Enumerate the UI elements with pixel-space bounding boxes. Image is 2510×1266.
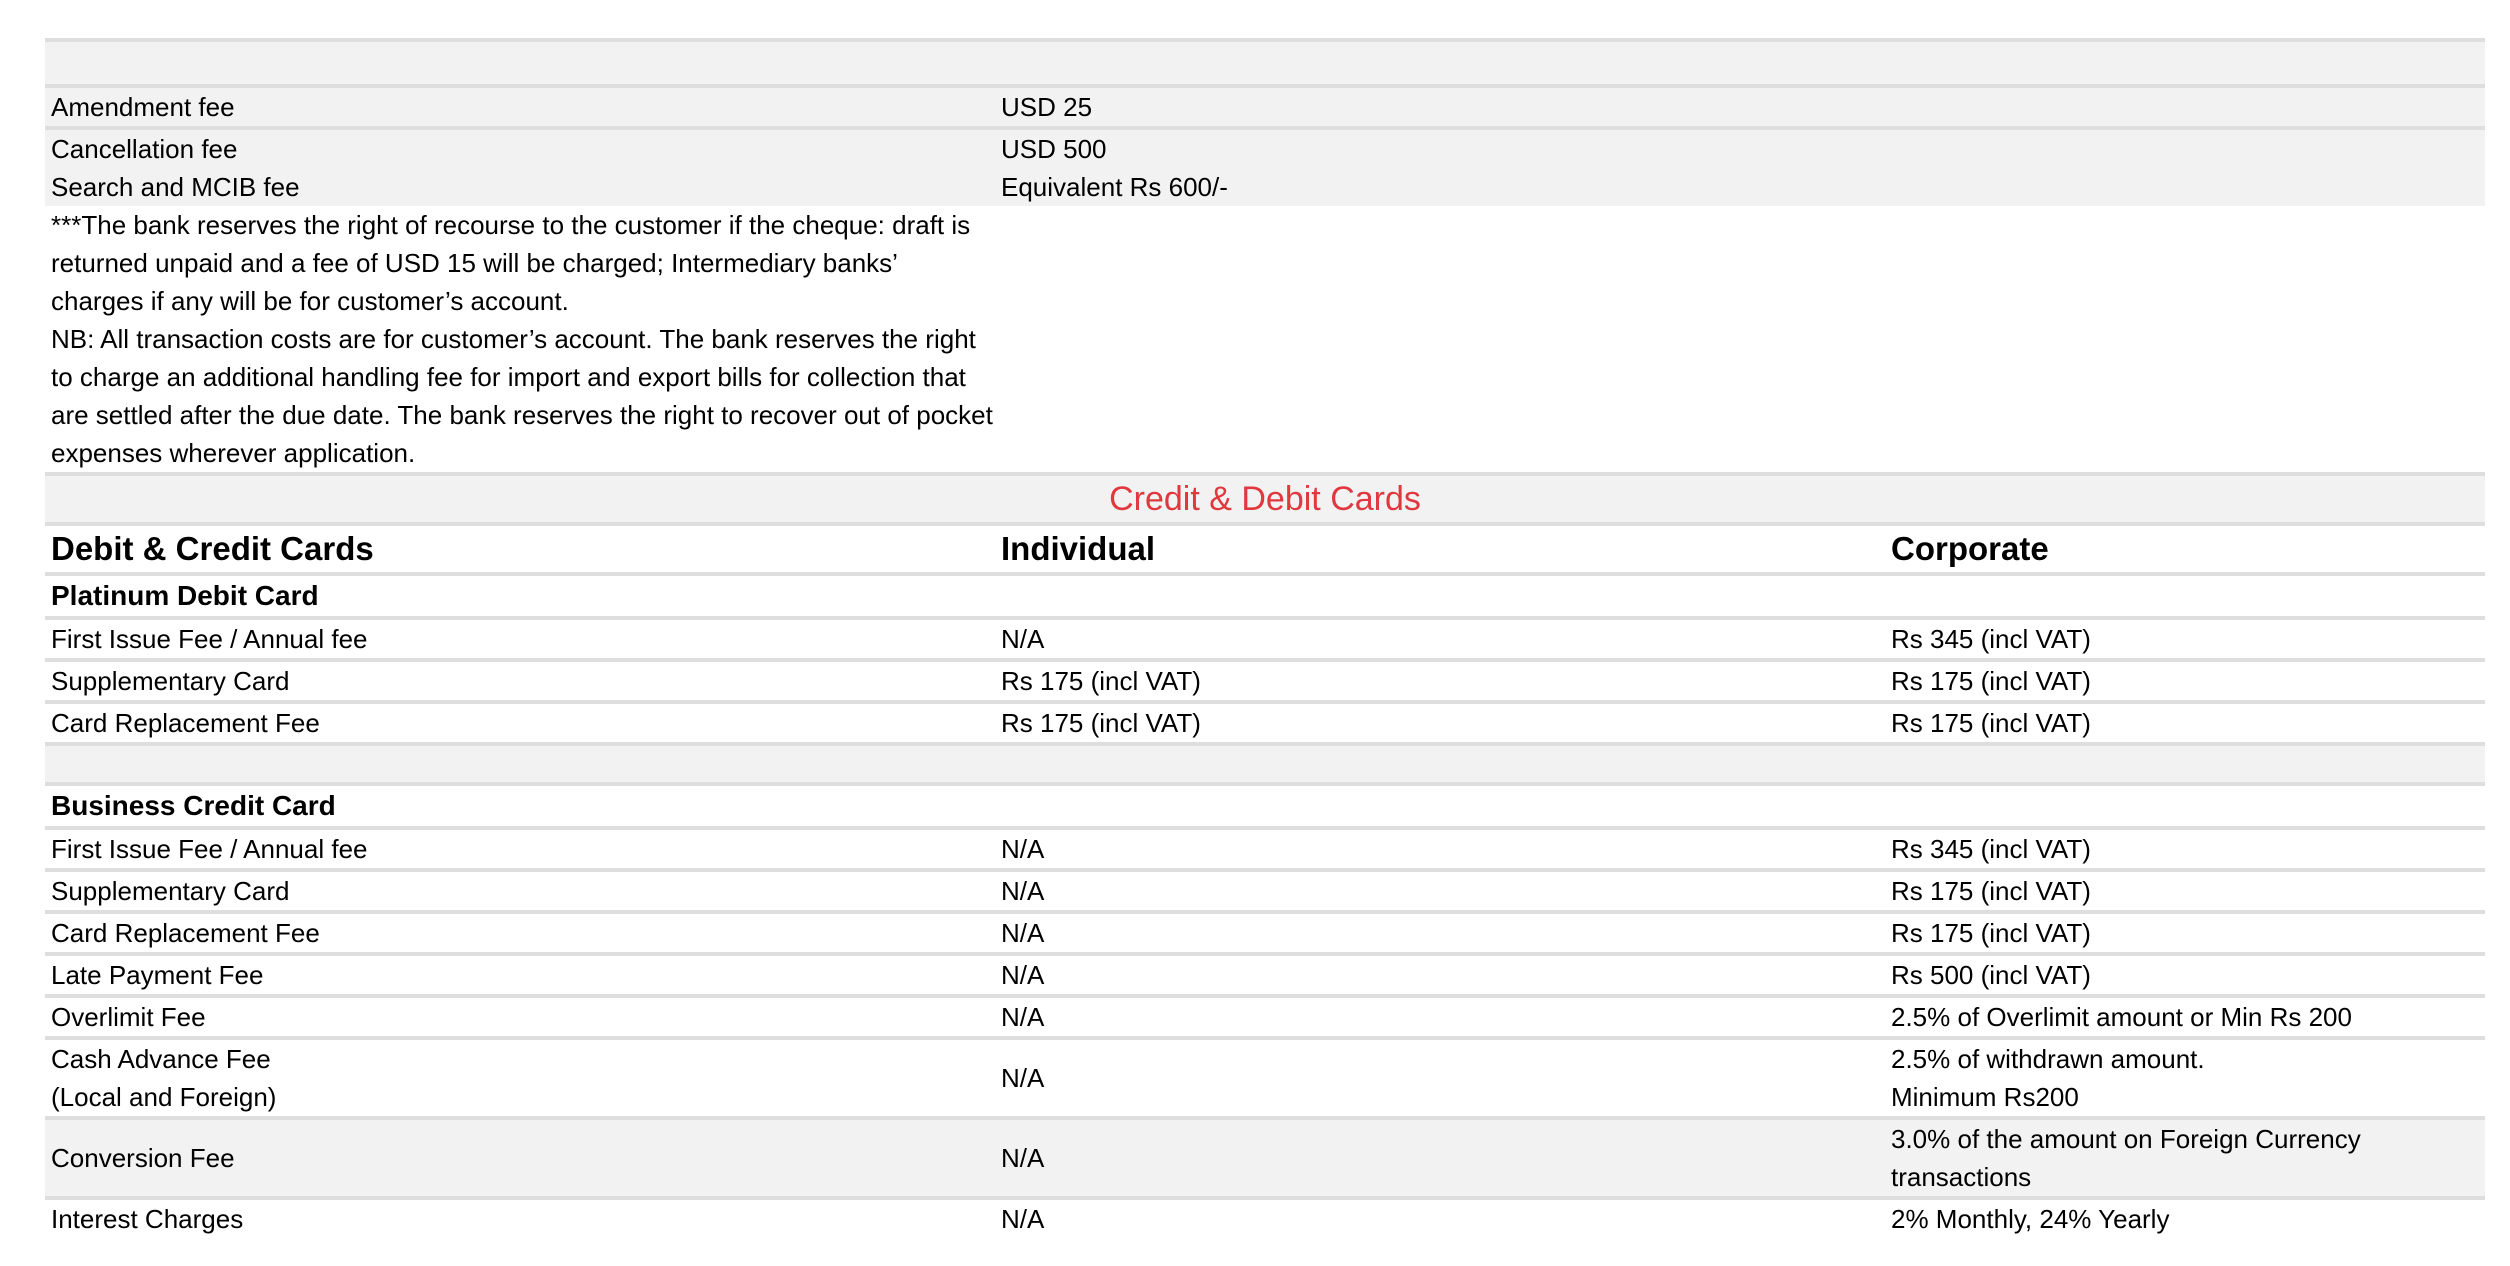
corporate-value: Rs 175 (incl VAT) <box>1891 918 2091 948</box>
corporate-value: 2.5% of Overlimit amount or Min Rs 200 <box>1891 1002 2352 1032</box>
blank-row <box>45 746 2485 786</box>
blank-band-row <box>45 42 2485 88</box>
row-label-line: (Local and Foreign) <box>51 1082 277 1112</box>
individual-value: Rs 175 (incl VAT) <box>1001 708 1201 738</box>
table-row-cash-advance <box>45 1040 2485 1120</box>
row-label <box>45 1040 995 1116</box>
fee-row-amendment <box>45 88 2485 130</box>
row-label: First Issue Fee / Annual fee <box>51 624 368 654</box>
row-label: First Issue Fee / Annual fee <box>51 834 368 864</box>
fee-label: Cancellation fee <box>51 134 238 164</box>
subsection-title: Business Credit Card <box>51 790 336 821</box>
individual-value: N/A <box>1001 834 1045 864</box>
corporate-value: Rs 175 (incl VAT) <box>1891 876 2091 906</box>
table-header <box>45 526 2485 576</box>
individual-value: N/A <box>1001 624 1045 654</box>
row-label: Interest Charges <box>51 1204 244 1234</box>
individual-value: N/A <box>1001 1063 1045 1093</box>
corporate-value-line: 3.0% of the amount on Foreign Currency <box>1891 1124 2361 1154</box>
corporate-value-line: 2.5% of withdrawn amount. <box>1891 1044 2205 1074</box>
section-title: Credit & Debit Cards <box>45 476 2485 526</box>
individual-value: N/A <box>1001 1002 1045 1032</box>
subsection-title: Platinum Debit Card <box>51 580 319 611</box>
table-row <box>45 998 2485 1040</box>
row-label: Late Payment Fee <box>51 960 264 990</box>
corporate-value: Rs 345 (incl VAT) <box>1891 834 2091 864</box>
row-label: Supplementary Card <box>51 876 290 906</box>
table-row <box>45 830 2485 872</box>
row-label: Card Replacement Fee <box>51 918 320 948</box>
table-row-interest <box>45 1200 2485 1238</box>
fee-label: Search and MCIB fee <box>51 172 300 202</box>
column-header-individual: Individual <box>1001 530 1156 567</box>
corporate-value: 2% Monthly, 24% Yearly <box>1891 1204 2170 1234</box>
corporate-value <box>1885 1120 2485 1196</box>
row-label-line: Cash Advance Fee <box>51 1044 271 1074</box>
table-row <box>45 620 2485 662</box>
corporate-value <box>1885 1040 2485 1116</box>
individual-value: N/A <box>1001 918 1045 948</box>
corporate-value: Rs 500 (incl VAT) <box>1891 960 2091 990</box>
individual-value: N/A <box>1001 1204 1045 1234</box>
corporate-value-line: Minimum Rs200 <box>1891 1082 2079 1112</box>
column-header-corporate: Corporate <box>1891 530 2049 567</box>
fee-value: USD 25 <box>1001 92 1093 122</box>
fee-value: USD 500 <box>1001 134 1107 164</box>
individual-value: N/A <box>1001 1143 1045 1173</box>
corporate-value: Rs 175 (incl VAT) <box>1891 666 2091 696</box>
column-header-cards: Debit & Credit Cards <box>51 530 374 567</box>
fee-label: Amendment fee <box>51 92 235 122</box>
fee-schedule-sheet <box>45 38 2485 1238</box>
individual-value: N/A <box>1001 960 1045 990</box>
business-credit-card-heading <box>45 786 2485 830</box>
fee-row-search-mcib <box>45 168 2485 206</box>
corporate-value: Rs 175 (incl VAT) <box>1891 708 2091 738</box>
table-row <box>45 704 2485 746</box>
table-row <box>45 872 2485 914</box>
row-label: Conversion Fee <box>51 1143 235 1173</box>
row-label: Overlimit Fee <box>51 1002 206 1032</box>
corporate-value: Rs 345 (incl VAT) <box>1891 624 2091 654</box>
row-label: Supplementary Card <box>51 666 290 696</box>
fee-row-cancellation <box>45 130 2485 168</box>
transaction-costs-note: NB: All transaction costs are for customer’s account. The bank reserves the right to charge an additional handling fee for import and export bills for collection that are settled after the due date. The bank reserves the right to recover out of pocket expenses wherever application. <box>51 324 993 468</box>
corporate-value-line: transactions <box>1891 1162 2032 1192</box>
row-label: Card Replacement Fee <box>51 708 320 738</box>
individual-value: N/A <box>1001 876 1045 906</box>
table-row <box>45 956 2485 998</box>
recourse-note: ***The bank reserves the right of recourse to the customer if the cheque: draft is returned unpaid and a fee of USD 15 will be charged; Intermediary banks’ charges if any will be for customer’s account. <box>51 210 971 316</box>
table-row <box>45 662 2485 704</box>
individual-value: Rs 175 (incl VAT) <box>1001 666 1201 696</box>
fee-value: Equivalent Rs 600/- <box>1001 172 1228 202</box>
platinum-debit-card-heading <box>45 576 2485 620</box>
misc-fees-block <box>45 88 2485 206</box>
table-row-conversion <box>45 1120 2485 1200</box>
table-row <box>45 914 2485 956</box>
